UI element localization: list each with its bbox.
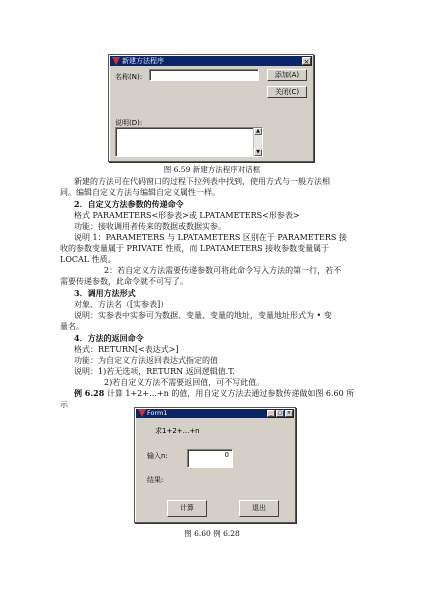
- exit-button[interactable]: 退出: [239, 500, 279, 517]
- dialog-titlebar: [110, 56, 312, 66]
- example-label: 例 6.28: [74, 388, 105, 398]
- close-icon[interactable]: ×: [303, 58, 310, 66]
- minimize-icon[interactable]: _: [267, 410, 275, 417]
- input-n-field[interactable]: 0: [187, 449, 233, 468]
- result-label: 结果:: [147, 476, 164, 484]
- maximize-icon[interactable]: □: [277, 410, 283, 416]
- description-scrollbar[interactable]: [253, 128, 262, 156]
- name-input[interactable]: [149, 69, 259, 81]
- paragraph-line: 说明：1)若无选项，RETURN 返回逻辑值.T.: [74, 367, 235, 376]
- figure-caption-6-60: 图 6.60 例 6.28: [184, 529, 240, 538]
- input-n-label: 输入n:: [147, 452, 168, 460]
- example-line-2: 示: [60, 400, 68, 409]
- paragraph-line: 说明 1：PARAMETERS 与 LPATAMETERS 区别在于 PARAMETERS 接: [74, 233, 347, 242]
- form1-titlebar: [136, 409, 294, 418]
- paragraph-line: 需要传递参数，此命令就不可写了。: [60, 277, 188, 286]
- figure-caption-6-59: 图 6.59 新建方法程序对话框: [163, 165, 261, 174]
- example-text: 计算 1+2+…+n 的值，用自定义方法去通过参数传递做如图 6.60 所: [104, 389, 355, 398]
- paragraph-line: 2：若自定义方法需要传递参数可将此命令写入方法的第一行，若不: [104, 266, 342, 275]
- description-label: 说明(D):: [115, 119, 143, 127]
- paragraph-line: 量名。: [60, 322, 84, 331]
- form1-title: Form1: [147, 409, 168, 417]
- scroll-down-icon[interactable]: ▼: [254, 149, 262, 156]
- close-icon[interactable]: ×: [286, 410, 292, 416]
- description-textarea[interactable]: [115, 127, 263, 157]
- paragraph-line: 格式：RETURN[<表达式>]: [74, 345, 179, 354]
- example-line: [74, 388, 354, 399]
- paragraph-line: LOCAL 性质。: [60, 255, 116, 264]
- paragraph-line: 功能：为自定义方法返回表达式指定的值: [74, 356, 218, 365]
- paragraph-line: 说明：实参表中实参可为数据、变量、变量的地址，变量地址形式为 • 变: [74, 311, 332, 320]
- form1-window: [134, 407, 296, 523]
- dialog-title: 新建方法程序: [122, 57, 164, 65]
- paragraph-line: 同。编辑自定义方法与编辑自定义属性一样。: [60, 188, 220, 197]
- section-heading: 2．自定义方法参数的传递命令: [74, 199, 184, 209]
- form-heading: 求1+2+...+n: [155, 427, 200, 435]
- paragraph-line: 功能：接收调用者传来的数据或数据实参。: [74, 222, 226, 231]
- paragraph-line: 对象、方法名（[实参表]）: [74, 300, 169, 309]
- paragraph-line: 格式 PARAMETERS<形参表>或 LPATAMETERS<形参表>: [74, 211, 300, 220]
- paragraph-line: 新建的方法可在代码窗口的过程下拉列表中找到，使用方式与一般方法相: [74, 177, 330, 186]
- name-label: 名称(N):: [115, 73, 143, 81]
- paragraph-line: 收的参数变量属于 PRIVATE 性质，而 LPATAMETERS 接收参数变量属于: [60, 244, 330, 253]
- app-icon: [112, 57, 120, 65]
- calculate-button[interactable]: 计算: [167, 500, 207, 517]
- new-method-dialog: [108, 54, 314, 162]
- close-button[interactable]: 关闭(C): [267, 86, 307, 98]
- scroll-up-icon[interactable]: ▲: [254, 128, 262, 135]
- app-icon: [138, 409, 146, 417]
- section-heading: 4．方法的返回命令: [74, 333, 144, 343]
- section-heading: 3．调用方法形式: [74, 288, 136, 298]
- paragraph-line: 2)若自定义方法不需要返回值，可不写此值。: [104, 378, 265, 387]
- add-button[interactable]: 添加(A): [267, 69, 307, 81]
